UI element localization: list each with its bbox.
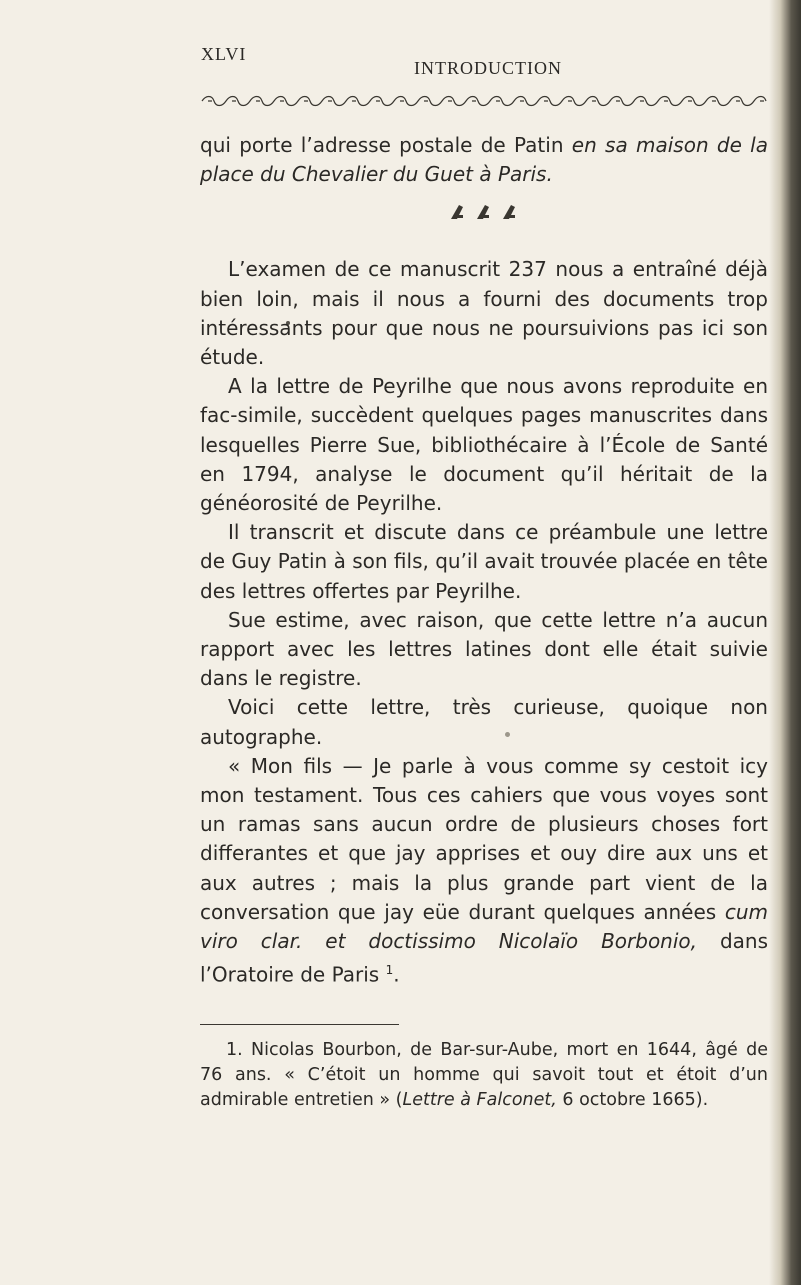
italic-latin-phrase: cum viro clar. et doctissimo Nicolaïo Borbonio, (200, 899, 769, 954)
paragraph-text: dans l’Oratoire de Paris (200, 929, 769, 987)
footnote-text-end: 6 octobre 1665). (562, 1090, 709, 1110)
paragraph-text: qui porte l’adresse postale de Patin (200, 133, 564, 157)
italic-phrase: en sa maison de la place du Chevalier du Guet à Paris. (200, 133, 768, 187)
footnote-text: Nicolas Bourbon, de Bar-sur-Aube, mort en 1644, âgé de 76 ans. « C’étoit un homme qui savoit tout et étoit d’un admirable entretien » ( (200, 1040, 768, 1110)
main-text (200, 131, 768, 990)
footnote-reference: 1 (385, 963, 394, 978)
ornamental-band-icon (200, 94, 768, 108)
page-folio: XLVI (201, 44, 247, 64)
footnote-rule (200, 1024, 399, 1025)
paragraph: Sue estime, avec raison, que cette lettre n’a aucun rapport avec les lettres latines dont elle était suivie dans le registre. (200, 607, 768, 691)
footnote (200, 1038, 768, 1113)
paragraph: A la lettre de Peyrilhe que nous avons reproduite en fac-simile, succèdent quelques pages manuscrites dans lesquelles Pierre Sue, bibliothécaire à l’École de Santé en 1794, analyse le document qu’il héritait de la généorosité de Peyrilhe. (200, 374, 768, 516)
section-divider (200, 189, 768, 255)
fleuron-ornament-icon (449, 203, 519, 221)
footnote-italic-title: Lettre à Falconet, (402, 1090, 557, 1110)
paragraph-address (200, 131, 768, 189)
running-head (0, 44, 801, 84)
running-title: INTRODUCTION (414, 58, 562, 78)
paragraph-end: . (393, 962, 400, 987)
paragraph: Il transcrit et discute dans ce préambule une lettre de Guy Patin à son fils, qu’il avait trouvée placée en tête des lettres offertes par Peyrilhe. (200, 520, 768, 603)
paragraph: Voici cette lettre, très curieuse, quoique non autographe. (200, 695, 768, 749)
paragraph-text: « Mon fils — Je parle à vous comme sy cestoit icy mon testament. Tous ces cahiers que vous voyes sont un ramas sans aucun ordre de plusieurs choses fort differantes et que jay apprises et ouy dire aux uns et aux autres ; mais la plus grande part vient de la conversation que jay eüe durant quelques années (200, 753, 768, 924)
page-edge-shadow (769, 0, 801, 1285)
paragraph: L’examen de ce manuscrit 237 nous a entraîné déjà bien loin, mais il nous a fourni des documents trop intéressants pour que nous ne poursuivions pas ici son étude. (200, 257, 768, 370)
paragraph-quoted-letter (200, 752, 768, 990)
footnote-number: 1. (226, 1040, 243, 1060)
